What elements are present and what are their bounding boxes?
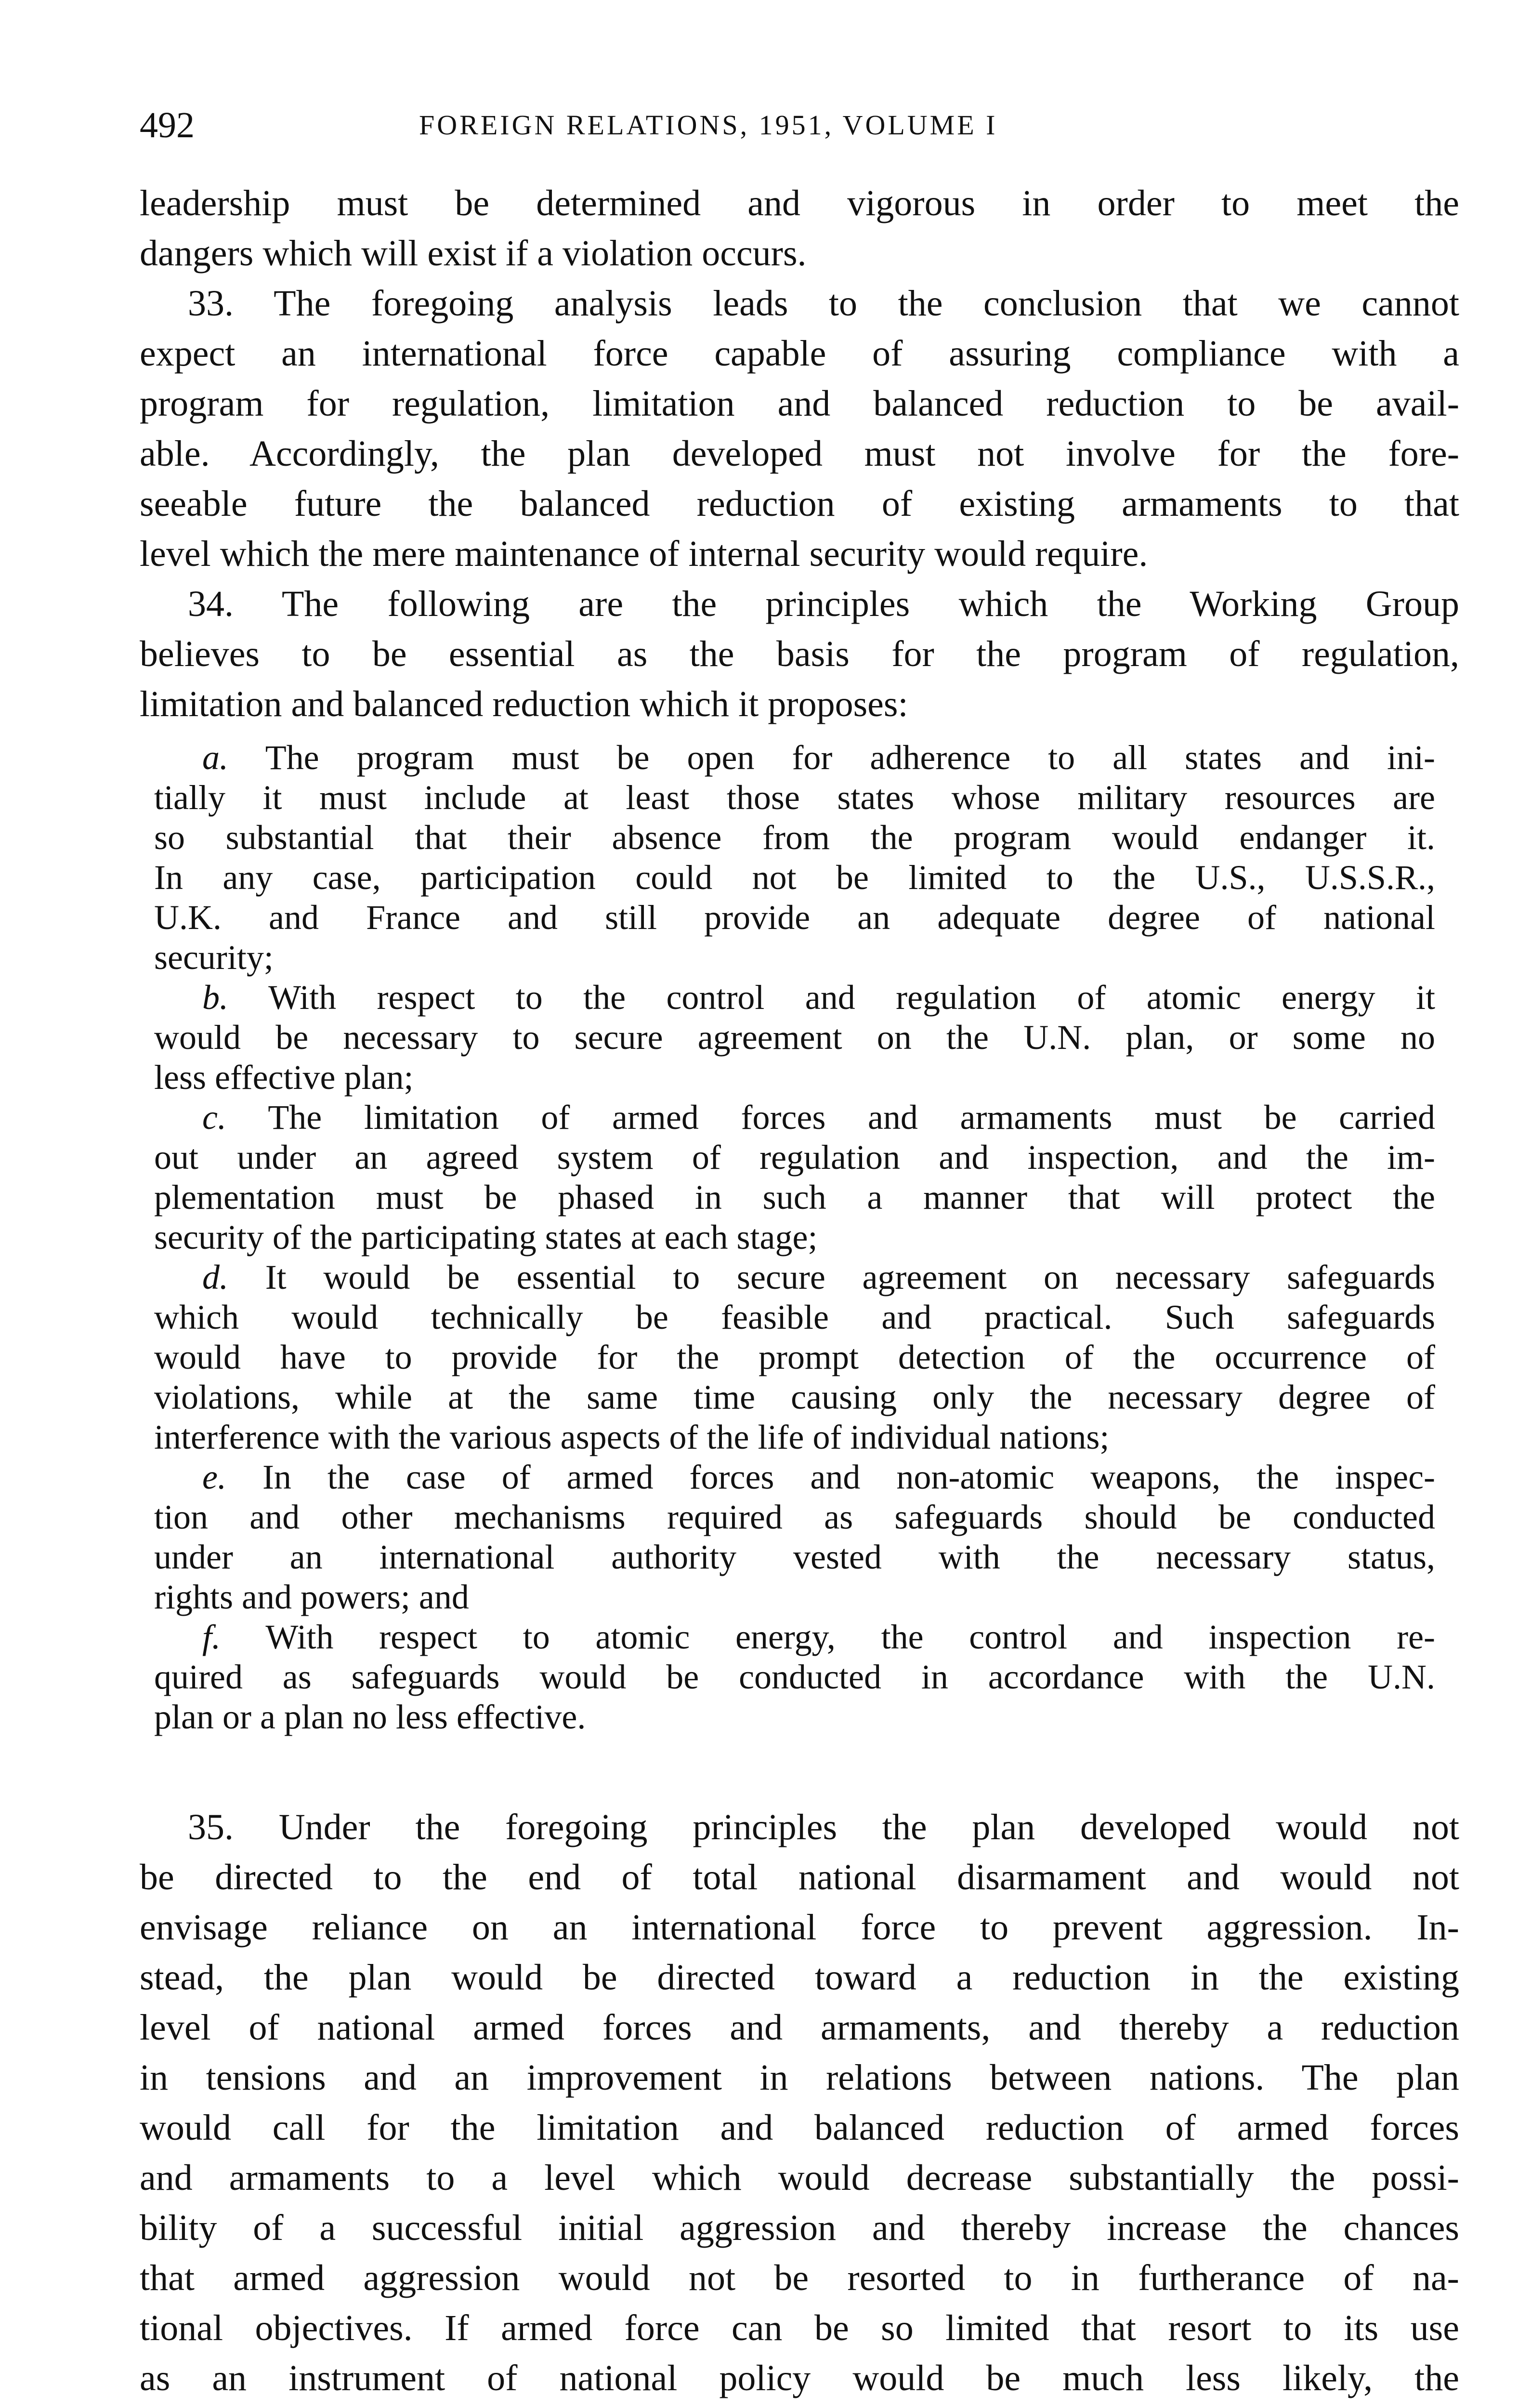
text-line: would be necessary to secure agreement on the U.N. plan, or some no bbox=[154, 1018, 1435, 1057]
text-line: tially it must include at least those states whose military resources are bbox=[154, 778, 1435, 817]
text-line: less effective plan; bbox=[154, 1058, 414, 1097]
text-line: limitation and balanced reduction which it proposes: bbox=[140, 684, 908, 724]
text-line: envisage reliance on an international force to prevent aggression. In- bbox=[140, 1907, 1459, 1948]
text-line: quired as safeguards would be conducted in accordance with the U.N. bbox=[154, 1658, 1435, 1696]
item-text: The limitation of armed forces and armaments must be carried bbox=[268, 1098, 1436, 1137]
paragraph-34 bbox=[140, 579, 1459, 729]
item-letter: a. bbox=[202, 738, 228, 777]
item-text: The program must be open for adherence to all states and ini- bbox=[265, 738, 1435, 777]
item-text: It would be essential to secure agreement on necessary safeguards bbox=[265, 1258, 1436, 1296]
text-line bbox=[154, 1098, 1435, 1138]
item-text: With respect to the control and regulation of atomic energy it bbox=[268, 978, 1436, 1017]
text-line: rights and powers; and bbox=[154, 1578, 469, 1616]
text-line bbox=[154, 1257, 1435, 1297]
principle-item-b bbox=[154, 978, 1435, 1098]
item-letter: c. bbox=[202, 1098, 226, 1137]
text-line bbox=[154, 978, 1435, 1018]
text-line: In any case, participation could not be limited to the U.S., U.S.S.R., bbox=[154, 858, 1435, 897]
text-line: dangers which will exist if a violation occurs. bbox=[140, 233, 807, 274]
carryover-paragraph bbox=[140, 178, 1459, 278]
principle-item-a bbox=[154, 738, 1435, 978]
text-line: out under an agreed system of regulation and inspection, and the im- bbox=[154, 1138, 1435, 1177]
item-text: In the case of armed forces and non-atomic weapons, the inspec- bbox=[262, 1458, 1436, 1496]
page-header bbox=[140, 99, 1459, 152]
principles-list bbox=[154, 738, 1435, 1737]
paragraph-35 bbox=[140, 1802, 1459, 2403]
principle-item-e bbox=[154, 1457, 1435, 1617]
text-line: plan or a plan no less effective. bbox=[154, 1698, 586, 1736]
text-line: bility of a successful initial aggression and thereby increase the chances bbox=[140, 2208, 1459, 2248]
text-line bbox=[154, 1457, 1435, 1497]
text-line: that armed aggression would not be resorted to in furtherance of na- bbox=[140, 2258, 1459, 2298]
text-line: level of national armed forces and armaments, and thereby a reduction bbox=[140, 2007, 1459, 2048]
item-letter: b. bbox=[202, 978, 228, 1017]
text-line: stead, the plan would be directed toward a reduction in the existing bbox=[140, 1957, 1459, 1998]
running-title: FOREIGN RELATIONS, 1951, VOLUME I bbox=[419, 109, 998, 141]
text-line: interference with the various aspects of the life of individual nations; bbox=[154, 1418, 1110, 1456]
text-line: level which the mere maintenance of internal security would require. bbox=[140, 534, 1148, 574]
paragraph-33 bbox=[140, 278, 1459, 579]
text-line: security; bbox=[154, 938, 274, 977]
principle-item-d bbox=[154, 1257, 1435, 1457]
text-line: be directed to the end of total national disarmament and would not bbox=[140, 1857, 1459, 1898]
text-line: U.K. and France and still provide an adequate degree of national bbox=[154, 898, 1435, 937]
text-line: 34. The following are the principles which the Working Group bbox=[188, 584, 1459, 624]
principle-item-f bbox=[154, 1617, 1435, 1737]
text-line: expect an international force capable of assuring compliance with a bbox=[140, 333, 1459, 374]
text-line bbox=[154, 1617, 1435, 1657]
principle-item-c bbox=[154, 1098, 1435, 1257]
text-line: tion and other mechanisms required as safeguards should be conducted bbox=[154, 1498, 1435, 1536]
text-line: which would technically be feasible and practical. Such safeguards bbox=[154, 1298, 1435, 1336]
text-line: leadership must be determined and vigorous in order to meet the bbox=[140, 183, 1459, 223]
text-line: would call for the limitation and balanced reduction of armed forces bbox=[140, 2107, 1459, 2148]
text-line: tional objectives. If armed force can be so limited that resort to its use bbox=[140, 2308, 1459, 2348]
text-line: and armaments to a level which would decrease substantially the possi- bbox=[140, 2158, 1459, 2198]
item-letter: d. bbox=[202, 1258, 228, 1296]
item-text: With respect to atomic energy, the control and inspection re- bbox=[265, 1618, 1436, 1656]
text-line: plementation must be phased in such a manner that will protect the bbox=[154, 1178, 1435, 1217]
text-line: seeable future the balanced reduction of existing armaments to that bbox=[140, 484, 1459, 524]
text-line: in tensions and an improvement in relations between nations. The plan bbox=[140, 2057, 1459, 2098]
text-line: security of the participating states at each stage; bbox=[154, 1218, 818, 1256]
text-line: so substantial that their absence from the program would endanger it. bbox=[154, 818, 1435, 857]
text-line bbox=[154, 738, 1435, 778]
text-line: 35. Under the foregoing principles the plan developed would not bbox=[188, 1807, 1459, 1847]
text-line: able. Accordingly, the plan developed must not involve for the fore- bbox=[140, 433, 1459, 474]
text-line: under an international authority vested with the necessary status, bbox=[154, 1538, 1435, 1576]
text-line: violations, while at the same time causing only the necessary degree of bbox=[154, 1378, 1435, 1416]
page-number: 492 bbox=[140, 105, 195, 145]
text-line: would have to provide for the prompt detection of the occurrence of bbox=[154, 1338, 1435, 1376]
text-line: program for regulation, limitation and balanced reduction to be avail- bbox=[140, 383, 1459, 424]
text-line: as an instrument of national policy would be much less likely, the bbox=[140, 2358, 1459, 2398]
item-letter: f. bbox=[202, 1618, 221, 1656]
text-line: 33. The foregoing analysis leads to the conclusion that we cannot bbox=[188, 283, 1459, 324]
text-line: believes to be essential as the basis for the program of regulation, bbox=[140, 634, 1459, 674]
item-letter: e. bbox=[202, 1458, 226, 1496]
